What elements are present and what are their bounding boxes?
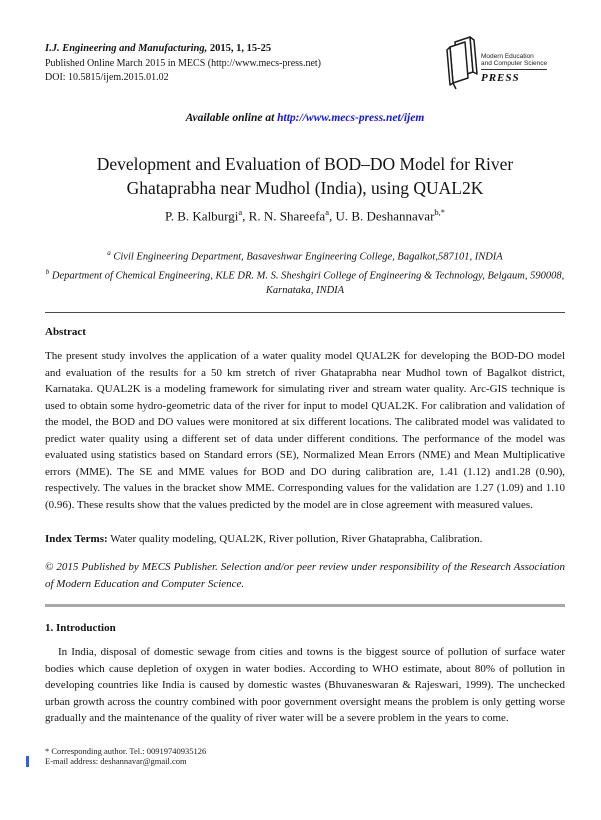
author-name: R. N. Shareefa [248,207,326,223]
doi-line: DOI: 10.5815/ijem.2015.01.02 [45,72,169,83]
introduction-text: In India, disposal of domestic sewage from cities and towns is the biggest source of pollution of surface water bodies which cause depletion of oxygen in water bodies. According to WHO estimate, about 80% of pollution in developing countries like India is caused by domestic wastes (Bhuvaneswaran & Rajeswari, 1999). The unchecked urban growth across the country combined with poor government oversight means the problem is only getting worse gradually and the maintenance of the quality of river water will be a severe problem in the years to come. [45,646,565,725]
copyright-notice: © 2015 Published by MECS Publisher. Selection and/or peer review under responsibility of the Research Association of Modern Education and Computer Science. [45,561,565,590]
corresponding-author-note: * Corresponding author. Tel.: 00919740935126 [45,745,207,756]
paper-title-line2: Ghataprabha near Mudhol (India), using QUAL2K [126,177,484,198]
journal-issue: 2015, 1, 15-25 [207,43,272,54]
author-affil-mark: b,* [434,206,446,217]
affiliation-a [45,246,565,265]
footnote [45,746,565,767]
author-line [45,207,565,224]
introduction-heading: 1. Introduction [45,622,116,635]
author-affil-mark: a [238,206,243,217]
index-terms-text: Water quality modeling, QUAL2K, River pollution, River Ghataprabha, Calibration. [107,533,483,546]
affiliation-b [45,265,565,299]
index-terms-label: Index Terms: [45,533,108,546]
email-note-text: E-mail address: deshannavar@gmail.com [45,756,187,767]
abstract-text: The present study involves the application of a water quality model QUAL2K for developing the BOD-DO model and evaluation of the results for a 50 km stretch of river Ghataprabha near Mudhol town of Bagalkot district, Karnataka. QUAL2K is a modeling framework for simulating river and stream water quality. Arc-GIS technique is used to obtain some hydro-geometric data of the river for input to model QUAL2K. For calibration and validation of the model, the BOD and DO values were monitored at six different locations. The calibrated model was validated to predict water quality using a different set of data under different conditions. The performance of the model was evaluated using statistics based on Standard errors (SE), Normalized Mean Errors (NME) and Mean Multiplicative errors (MME). The SE and MME values for BOD and DO during calibration are, 1.41 (1.12) and1.28 (0.90), respectively. The values in the bracket show MME. Corresponding values for the validation are 1.27 (1.09) and 1.10 (0.96). These results show that the values predicted by the model are in close agreement with measured values. [45,350,565,511]
affiliation-mark: b [45,267,50,276]
author-name: P. B. Kalburgi [164,207,239,223]
index-terms-line [45,533,565,545]
available-online-label: Available online at [185,111,278,124]
affiliations [45,246,565,299]
published-online-line: Published Online March 2015 in MECS (http://www.mecs-press.net) [45,57,321,69]
affiliation-mark: a [107,248,111,257]
affiliation-text: Department of Chemical Engineering, KLE DR. M. S. Sheshgiri College of Engineering & Technology, Belgaum, 590008, Karnataka, INDIA [49,270,565,296]
journal-name: I.J. Engineering and Manufacturing, [45,43,208,54]
logo-text [481,53,547,84]
author-name: U. B. Deshannavar [335,207,435,223]
logo-line1: Modern Education [481,52,534,60]
abstract-heading: Abstract [45,326,86,339]
header-divider [45,312,565,313]
paper-title-line1: Development and Evaluation of BOD–DO Model for River [96,153,514,174]
logo-line2: and Computer Science [481,60,547,70]
paper-title [45,152,565,200]
available-online-line [45,112,565,124]
logo-press-label: PRESS [481,71,520,84]
journal-url-link[interactable]: http://www.mecs-press.net/ijem [277,111,425,124]
section-divider [45,604,565,607]
mecs-press-logo [441,34,563,96]
email-note [45,756,565,767]
author-separator: , [242,207,249,223]
author-separator: , [328,207,336,223]
books-icon [441,35,485,95]
margin-change-bar [26,756,29,767]
author-affil-mark: a [325,206,329,217]
affiliation-text: Civil Engineering Department, Basaveshwar Engineering College, Bagalkot,587101, INDIA [110,251,503,263]
